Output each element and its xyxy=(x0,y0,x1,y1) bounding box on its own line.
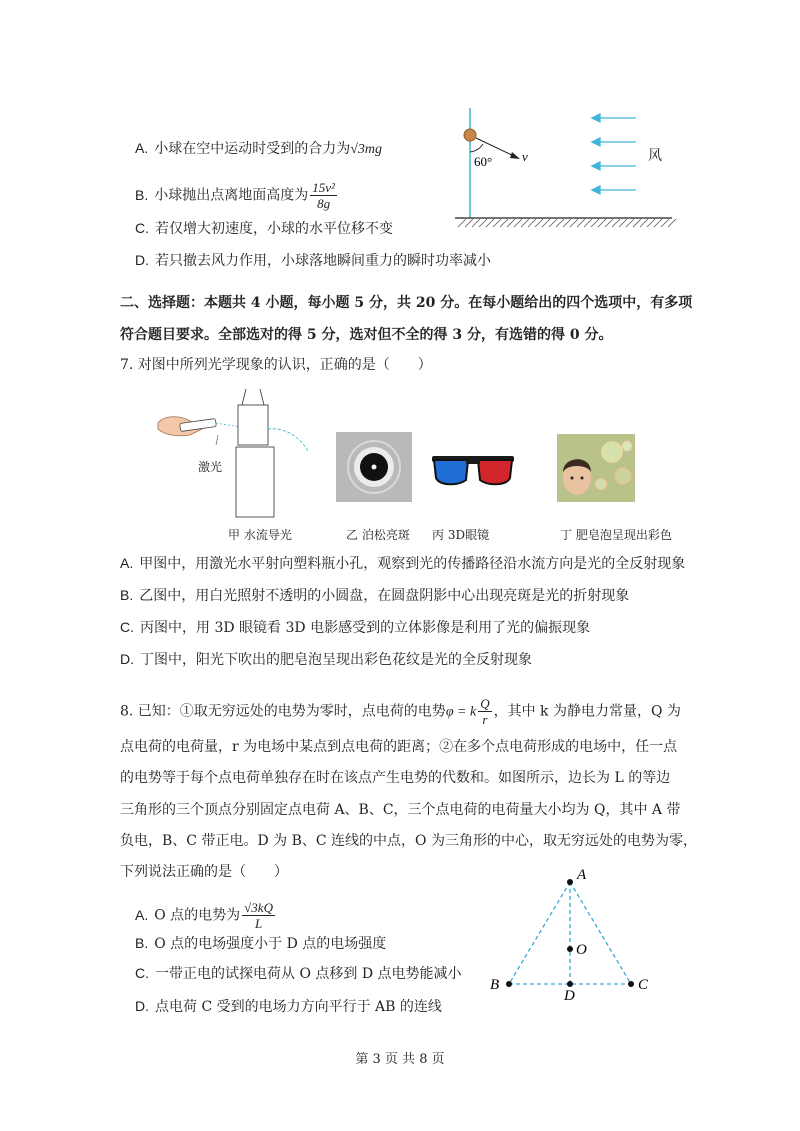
hatch-mark xyxy=(605,219,613,227)
ground-hatching xyxy=(458,219,676,227)
hatch-mark xyxy=(507,219,515,227)
page-number: 第 3 页 共 8 页 xyxy=(355,1052,445,1067)
hatch-mark xyxy=(528,219,536,227)
q6-option-c: C. 若仅增大初速度，小球的水平位移不变 xyxy=(135,220,393,237)
q6-height-fraction: $\frac{\text{15v²}}{8g}$ xyxy=(312,180,335,211)
hatch-mark xyxy=(556,219,564,227)
edge-ac xyxy=(570,882,631,984)
hatch-mark xyxy=(493,219,501,227)
label-b: B xyxy=(490,977,500,993)
hatch-mark xyxy=(521,219,529,227)
wind-arrows xyxy=(592,114,636,194)
q7-figure-bing xyxy=(428,448,518,494)
hatch-mark xyxy=(619,219,627,227)
section2-line1: 二、选择题：本题共 4 小题，每小题 5 分，共 20 分。在每小题给出的四个选项中，有多项 xyxy=(120,295,693,311)
hatch-mark xyxy=(647,219,655,227)
point-b xyxy=(506,981,512,987)
edge-ab xyxy=(509,882,570,984)
q7-stem: 7. 对图中所列光学现象的认识，正确的是（ ） xyxy=(120,357,432,373)
hatch-mark xyxy=(626,219,634,227)
laser-beam xyxy=(216,423,240,427)
hatch-mark xyxy=(549,219,557,227)
q7-figure-ding xyxy=(557,434,635,502)
q8-option-b: B. O 点的电场强度小于 D 点的电场强度 xyxy=(135,935,387,952)
hatch-mark xyxy=(640,219,648,227)
caption-ding: 丁 肥皂泡呈现出彩色 xyxy=(560,528,672,542)
point-o xyxy=(567,946,573,952)
q8-option-c: C. 一带正电的试探电荷从 O 点移到 D 点电势能减小 xyxy=(135,965,462,982)
label-o: O xyxy=(576,942,587,958)
hatch-mark xyxy=(654,219,662,227)
q6-option-a: A. 小球在空中运动时受到的合力为√3mg xyxy=(135,140,383,157)
q7-option-d: D. 丁图中，阳光下吹出的肥皂泡呈现出彩色花纹是光的全反射现象 xyxy=(120,651,532,668)
ball xyxy=(464,129,476,141)
label-d: D xyxy=(564,988,575,1000)
hatch-mark xyxy=(542,219,550,227)
point-c xyxy=(628,981,634,987)
q6-option-d: D. 若只撤去风力作用，小球落地瞬间重力的瞬时功率减小 xyxy=(135,252,491,269)
point-a xyxy=(567,879,573,885)
velocity-label: v xyxy=(522,149,528,164)
plastic-bottle xyxy=(238,405,268,445)
hatch-mark xyxy=(479,219,487,227)
q8-line1: 8. 已知：①取无穷远处的电势为零时，点电荷的电势φ = k $\frac{Q}{r}$ ，其中 k 为静电力常量，Q 为 xyxy=(120,696,681,727)
hatch-mark xyxy=(577,219,585,227)
q7-figure-jia xyxy=(150,385,315,520)
caption-yi: 乙 泊松亮斑 xyxy=(346,528,410,542)
hatch-mark xyxy=(570,219,578,227)
q8-line2: 点电荷的电荷量，r 为电场中某点到点电荷的距离；②在多个点电荷形成的电场中，任一点 xyxy=(120,739,678,755)
hatch-mark xyxy=(661,219,669,227)
hatch-mark xyxy=(563,219,571,227)
laser-label: 激光 xyxy=(198,460,223,474)
blue-lens xyxy=(434,460,468,484)
velocity-arrowhead xyxy=(510,152,520,159)
red-lens xyxy=(478,460,512,484)
child-eye xyxy=(581,477,584,480)
angle-label: 60° xyxy=(474,154,493,169)
section2-line2: 符合题目要求。全部选对的得 5 分，选对但不全的得 3 分，有选错的得 0 分。 xyxy=(120,327,613,343)
q6-option-b: B. 小球抛出点离地面高度为 $\frac{\text{15v²}}{8g}$ xyxy=(135,180,335,211)
hatch-mark xyxy=(472,219,480,227)
q8-potential-fraction: $\frac{Q}{r}$ xyxy=(480,696,490,727)
hatch-mark xyxy=(598,219,606,227)
q8-option-a-fraction: $\frac{√3kQ}{L}$ xyxy=(244,900,273,931)
hatch-mark xyxy=(584,219,592,227)
glasses-bridge xyxy=(466,460,480,464)
soap-bubble xyxy=(622,441,632,451)
child-eye xyxy=(571,477,574,480)
hatch-mark xyxy=(633,219,641,227)
soap-bubble xyxy=(602,442,622,462)
hatch-mark xyxy=(500,219,508,227)
bottle-neck xyxy=(242,389,264,405)
q7-option-a: A. 甲图中，用激光水平射向塑料瓶小孔，观察到光的传播路径沿水流方向是光的全反射现象 xyxy=(120,555,686,572)
angle-arc xyxy=(470,144,483,152)
point-d xyxy=(567,981,573,987)
q7-figure-yi xyxy=(336,432,412,502)
label-pointer xyxy=(216,435,218,445)
hatch-mark xyxy=(668,219,676,227)
q8-line5: 负电，B、C 带正电。D 为 B、C 连线的中点，O 为三角形的中心，取无穷远处的电势为零， xyxy=(120,833,697,849)
hatch-mark xyxy=(612,219,620,227)
q8-line3: 的电势等于每个点电荷单独存在时在该点产生电势的代数和。如图所示，边长为 L 的等边 xyxy=(120,770,671,786)
label-a: A xyxy=(577,867,587,883)
hatch-mark xyxy=(535,219,543,227)
poisson-spot xyxy=(372,465,377,470)
q8-line4: 三角形的三个顶点分别固定点电荷 A、B、C，三个点电荷的电荷量大小均为 Q，其中 A 带 xyxy=(120,802,681,818)
soap-bubble xyxy=(615,468,631,484)
hatch-mark xyxy=(465,219,473,227)
q6-wind-figure xyxy=(450,100,680,235)
hatch-mark xyxy=(486,219,494,227)
label-c: C xyxy=(638,977,649,993)
q8-option-d: D. 点电荷 C 受到的电场力方向平行于 AB 的连线 xyxy=(135,998,442,1015)
hatch-mark xyxy=(458,219,466,227)
q8-option-a: A. O 点的电势为 $\frac{√3kQ}{L}$ xyxy=(135,900,273,931)
stand xyxy=(236,447,274,517)
caption-bing: 丙 3D眼镜 xyxy=(432,528,490,542)
wind-label: 风 xyxy=(648,149,662,164)
q7-option-c: C. 丙图中，用 3D 眼镜看 3D 电影感受到的立体影像是利用了光的偏振现象 xyxy=(120,619,591,636)
q7-option-b: B. 乙图中，用白光照射不透明的小圆盘，在圆盘阴影中心出现亮斑是光的折射现象 xyxy=(120,587,630,604)
soap-bubble xyxy=(595,478,607,490)
hatch-mark xyxy=(591,219,599,227)
hatch-mark xyxy=(514,219,522,227)
q8-triangle-figure xyxy=(485,860,660,1000)
caption-jia: 甲 水流导光 xyxy=(228,528,292,542)
q8-line6: 下列说法正确的是（ ） xyxy=(120,864,288,880)
